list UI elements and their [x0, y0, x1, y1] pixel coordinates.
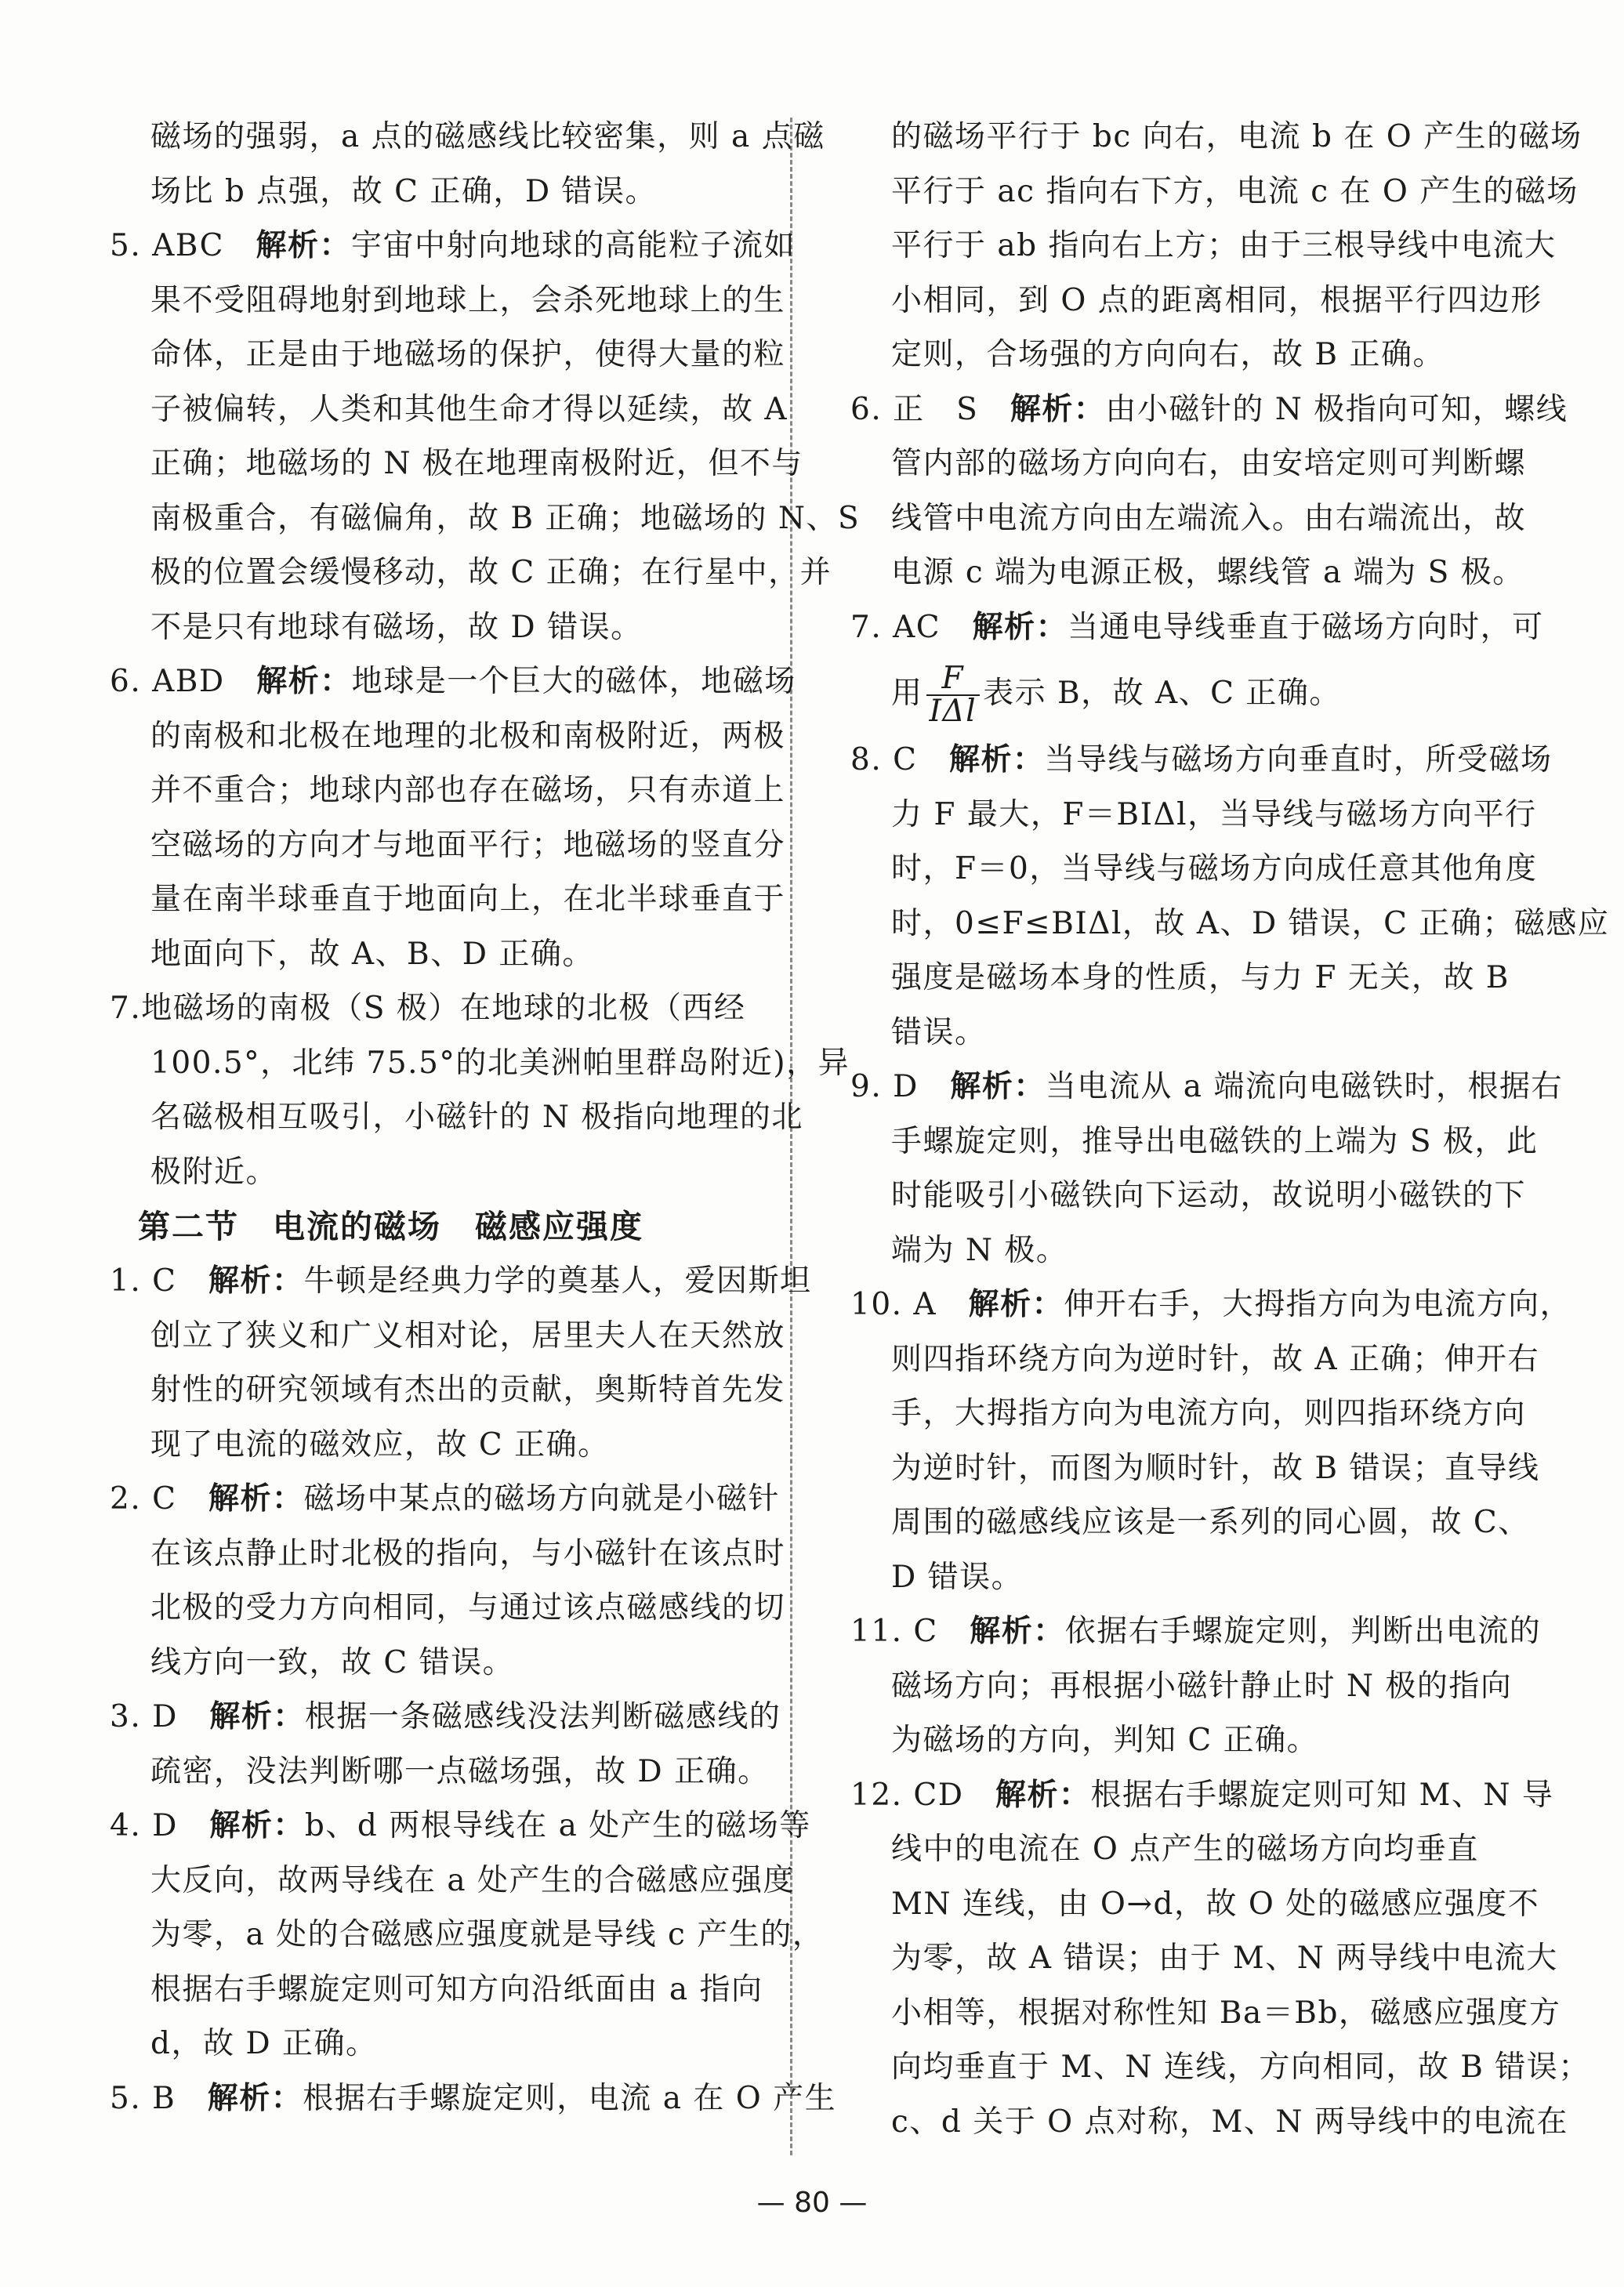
text-line [110, 328, 784, 382]
analysis-label: 解析： [209, 1698, 305, 1734]
text-line [850, 219, 1557, 274]
answer-item-start [110, 1799, 811, 1854]
right-column [850, 110, 1610, 2149]
line-text: 射性的研究领域有杰出的贡献，奥斯特首先发 [150, 1372, 786, 1408]
answer-number: 4. D [110, 1808, 210, 1843]
answer-number: 1. C [110, 1263, 208, 1299]
line-text: 小相同，到 O 点的距离相同，根据平行四边形 [891, 282, 1542, 318]
text-line [850, 1386, 1527, 1441]
text-line [110, 1418, 784, 1473]
fraction-numerator: F [926, 663, 981, 696]
analysis-label: 解析： [950, 1068, 1046, 1104]
line-text: 线中的电流在 O 点产生的磁场方向均垂直 [891, 1832, 1479, 1867]
line-text: D 错误。 [891, 1559, 1024, 1595]
line-text: 子被偏转，人类和其他生命才得以延续，故 A [150, 391, 788, 427]
analysis-label: 解析： [970, 1613, 1065, 1649]
line-text: 的磁场平行于 bc 向右，电流 b 在 O 产生的磁场 [891, 119, 1582, 154]
text-line [850, 1550, 1513, 1605]
line-text: 线管中电流方向由左端流入。由右端流出，故 [891, 500, 1527, 536]
line-text: 地球是一个巨大的磁体，地磁场 [351, 664, 796, 699]
text-line [850, 545, 1524, 600]
text-line [110, 1527, 784, 1582]
line-text: 时，0≤F≤BIΔl，故 A、D 错误，C 正确；磁感应 [891, 905, 1610, 941]
text-line [110, 165, 784, 219]
answer-item-start [110, 219, 796, 274]
answer-number: 7. [110, 991, 142, 1026]
answer-item-start [850, 1604, 1542, 1659]
text-line [850, 1931, 1558, 1986]
line-text: 错误。 [891, 1014, 987, 1050]
text-line [110, 110, 825, 165]
line-text: 并不重合；地球内部也存在磁场，只有赤道上 [150, 773, 786, 808]
line-text: 端为 N 极。 [891, 1232, 1068, 1268]
text-line [110, 491, 861, 546]
line-text: 宇宙中射向地球的高能粒子流如 [351, 228, 796, 263]
answer-number: 6. ABD [110, 664, 257, 699]
left-column [110, 110, 861, 2126]
line-text: 南极重合，有磁偏角，故 B 正确；地磁场的 N、S [150, 500, 861, 536]
line-text: 命体，正是由于地磁场的保护，使得大量的粒 [150, 337, 786, 372]
text-line [850, 110, 1582, 165]
line-text: 为磁场的方向，判知 C 正确。 [891, 1723, 1319, 1758]
text-line [110, 1581, 784, 1636]
text-line [110, 545, 832, 600]
line-text: 依据右手螺旋定则，判断出电流的 [1064, 1614, 1542, 1649]
text-line [850, 897, 1610, 951]
text-line [850, 491, 1527, 546]
text-line [850, 1223, 1513, 1278]
answer-number: 11. C [850, 1614, 970, 1649]
line-text: 大反向，故两导线在 a 处产生的合磁感应强度 [150, 1862, 796, 1898]
line-text: c、d 关于 O 点对称，M、N 两导线中的电流在 [891, 2104, 1568, 2140]
text-line [110, 1036, 850, 1091]
text-line [110, 437, 803, 491]
text-line [110, 1309, 784, 1364]
answer-number: 5. B [110, 2080, 208, 2116]
text-line [850, 951, 1513, 1006]
page-number: — 80 — [756, 2187, 868, 2219]
line-text: d，故 D 正确。 [150, 2026, 378, 2061]
answer-item-start [110, 981, 784, 1036]
line-text: 当导线与磁场方向垂直时，所受磁场 [1044, 742, 1553, 777]
text-line [110, 1636, 784, 1691]
line-text: 磁场方向；再根据小磁针静止时 N 极的指向 [891, 1668, 1513, 1704]
text-line [850, 1115, 1539, 1169]
answer-number: 3. D [110, 1699, 210, 1734]
analysis-label: 解析： [207, 2079, 303, 2116]
text-line [850, 1877, 1540, 1932]
line-text: 平行于 ab 指向右上方；由于三根导线中电流大 [891, 228, 1557, 263]
line-text: 极的位置会缓慢移动，故 C 正确；在行星中，并 [150, 555, 832, 590]
answer-number: 9. D [850, 1069, 951, 1104]
line-text: 磁场的强弱，a 点的磁感线比较密集，则 a 点磁 [150, 119, 825, 154]
line-text: 电源 c 端为电源正极，螺线管 a 端为 S 极。 [891, 555, 1524, 590]
text-line [110, 600, 784, 655]
line-text: 时，F＝0，当导线与磁场方向成任意其他角度 [891, 851, 1538, 886]
line-text: 为零，故 A 错误；由于 M、N 两导线中电流大 [891, 1941, 1558, 1976]
line-text: 牛顿是经典力学的奠基人，爱因斯坦 [303, 1263, 812, 1299]
answer-item-start [110, 1254, 812, 1309]
text-line [850, 1713, 1513, 1768]
answer-number: 6. 正 S [850, 391, 1010, 427]
answer-item-start [850, 1060, 1563, 1115]
formula-line [850, 654, 1513, 733]
formula-prefix: 用 [891, 676, 923, 711]
line-text: b、d 两根导线在 a 处产生的磁场等 [304, 1808, 811, 1843]
line-text: 正确；地磁场的 N 极在地理南极附近，但不与 [150, 446, 803, 481]
fraction-denominator: IΔl [929, 694, 977, 729]
text-line [850, 1659, 1513, 1714]
text-line [110, 1963, 784, 2017]
text-line [110, 1145, 784, 1200]
section-heading: 第二节 电流的磁场 磁感应强度 [138, 1208, 643, 1245]
line-text: 果不受阻碍地射到地球上，会杀死地球上的生 [150, 282, 786, 318]
answer-number: 10. A [850, 1287, 969, 1322]
line-text: 地磁场的南极（S 极）在地球的北极（西经 [141, 991, 746, 1026]
analysis-label: 解析： [209, 1807, 305, 1843]
line-text: 为逆时针，而图为顺时针，故 B 错误；直导线 [891, 1450, 1540, 1486]
line-text: 伸开右手，大拇指方向为电流方向， [1064, 1287, 1572, 1322]
line-text: 线方向一致，故 C 错误。 [150, 1644, 515, 1680]
text-line [850, 1006, 1513, 1060]
text-line [850, 328, 1513, 382]
line-text: 极附近。 [150, 1154, 278, 1190]
line-text: 的南极和北极在地理的北极和南极附近，两极 [150, 718, 786, 754]
answer-item-start [850, 1278, 1572, 1332]
line-text: 根据右手螺旋定则可知方向沿纸面由 a 指向 [150, 1971, 763, 2007]
answer-number: 2. C [110, 1481, 208, 1517]
line-text: 空磁场的方向才与地面平行；地磁场的竖直分 [150, 827, 786, 863]
line-text: 手螺旋定则，推导出电磁铁的上端为 S 极，此 [891, 1123, 1539, 1159]
text-line [850, 1169, 1527, 1223]
answer-item-start [110, 654, 796, 709]
line-text: 现了电流的磁效应，故 C 正确。 [150, 1426, 610, 1462]
line-text: 磁场中某点的磁场方向就是小磁针 [303, 1481, 780, 1517]
analysis-label: 解析： [256, 663, 352, 699]
text-line [110, 382, 788, 437]
text-line [850, 1441, 1540, 1496]
text-line [850, 1822, 1513, 1877]
line-text: 管内部的磁场方向向右，由安培定则可判断螺 [891, 446, 1527, 481]
line-text: 平行于 ac 指向右下方，电流 c 在 O 产生的磁场 [891, 173, 1579, 209]
line-text: 北极的受力方向相同，与通过该点磁感线的切 [150, 1590, 786, 1626]
text-line [110, 1908, 825, 1963]
text-line [110, 1854, 796, 1908]
text-line [850, 2095, 1568, 2150]
analysis-label: 解析： [208, 1263, 304, 1299]
line-text: 时能吸引小磁铁向下运动，故说明小磁铁的下 [891, 1178, 1527, 1213]
answer-item-start [110, 1472, 784, 1527]
line-text: 根据右手螺旋定则，电流 a 在 O 产生 [303, 2080, 837, 2116]
analysis-label: 解析： [968, 1286, 1064, 1322]
text-line [850, 437, 1527, 491]
line-text: 当通电导线垂直于磁场方向时，可 [1068, 609, 1544, 645]
text-line [110, 1363, 784, 1418]
text-line [850, 1495, 1530, 1550]
analysis-label: 解析： [208, 1481, 304, 1517]
answer-number: 5. ABC [110, 228, 256, 263]
answer-number: 7. AC [850, 609, 973, 645]
line-text: 力 F 最大，F＝BIΔl，当导线与磁场方向平行 [891, 796, 1537, 832]
text-line [110, 818, 784, 873]
text-line [110, 1090, 803, 1145]
line-text: 小相等，根据对称性知 Ba＝Bb，磁感应强度方 [891, 1995, 1561, 2031]
text-line [110, 709, 784, 764]
text-line [110, 2017, 784, 2071]
line-text: 为零，a 处的合磁感应强度就是导线 c 产生的， [150, 1917, 825, 1952]
line-text: 地面向下，故 A、B、D 正确。 [150, 936, 594, 972]
line-text: 创立了狭义和广义相对论，居里夫人在天然放 [150, 1317, 786, 1354]
answer-number: 8. C [850, 742, 949, 777]
line-text: 场比 b 点强，故 C 正确，D 错误。 [150, 173, 658, 209]
answer-number: 12. CD [850, 1777, 996, 1813]
line-text: 根据一条磁感线没法判断磁感线的 [304, 1699, 781, 1734]
line-text: 定则，合场强的方向向右，故 B 正确。 [891, 337, 1445, 372]
text-line [850, 274, 1542, 328]
analysis-label: 解析： [1010, 390, 1106, 427]
answer-item-start [110, 1690, 784, 1745]
analysis-label: 解析： [972, 608, 1068, 645]
line-text: 周围的磁感线应该是一系列的同心圆，故 C、 [891, 1505, 1530, 1540]
answer-item-start [110, 2071, 837, 2126]
line-text: 根据右手螺旋定则可知 M、N 导 [1090, 1777, 1554, 1813]
line-text: 100.5°，北纬 75.5°的北美洲帕里群岛附近)，异 [150, 1045, 850, 1081]
line-text: MN 连线，由 O→d，故 O 处的磁感应强度不 [891, 1886, 1540, 1922]
text-line [850, 165, 1579, 219]
text-line [110, 872, 784, 927]
line-text: 名磁极相互吸引，小磁针的 N 极指向地理的北 [150, 1100, 803, 1135]
text-line [850, 788, 1537, 843]
text-line [110, 274, 784, 328]
line-text: 当电流从 a 端流向电磁铁时，根据右 [1045, 1069, 1563, 1104]
text-line [110, 927, 784, 982]
text-line [850, 2040, 1590, 2095]
formula-suffix: 表示 B，故 A、C 正确。 [983, 676, 1341, 711]
line-text: 则四指环绕方向为逆时针，故 A 正确；伸开右 [891, 1341, 1539, 1377]
fraction [926, 663, 981, 727]
text-line [850, 842, 1538, 897]
analysis-label: 解析： [256, 227, 352, 263]
line-text: 不是只有地球有磁场，故 D 错误。 [150, 609, 643, 645]
text-line [110, 763, 784, 818]
line-text: 在该点静止时北极的指向，与小磁针在该点时 [150, 1535, 786, 1571]
line-text: 由小磁针的 N 极指向可知，螺线 [1105, 391, 1568, 427]
answer-item-start [850, 600, 1544, 655]
line-text: 手，大拇指方向为电流方向，则四指环绕方向 [891, 1396, 1527, 1431]
text-line [850, 1332, 1539, 1387]
analysis-label: 解析： [948, 741, 1045, 777]
answer-item-start [850, 733, 1553, 788]
text-line [110, 1745, 784, 1800]
line-text: 向均垂直于 M、N 连线，方向相同，故 B 错误； [891, 2050, 1590, 2085]
answer-item-start [850, 382, 1568, 437]
line-text: 强度是磁场本身的性质，与力 F 无关，故 B [891, 960, 1510, 995]
answer-item-start [850, 1768, 1554, 1823]
analysis-label: 解析： [995, 1776, 1091, 1813]
line-text: 疏密，没法判断哪一点磁场强，故 D 正确。 [150, 1753, 770, 1789]
line-text: 量在南半球垂直于地面向上，在北半球垂直于 [150, 882, 786, 917]
text-line [850, 1986, 1561, 2041]
